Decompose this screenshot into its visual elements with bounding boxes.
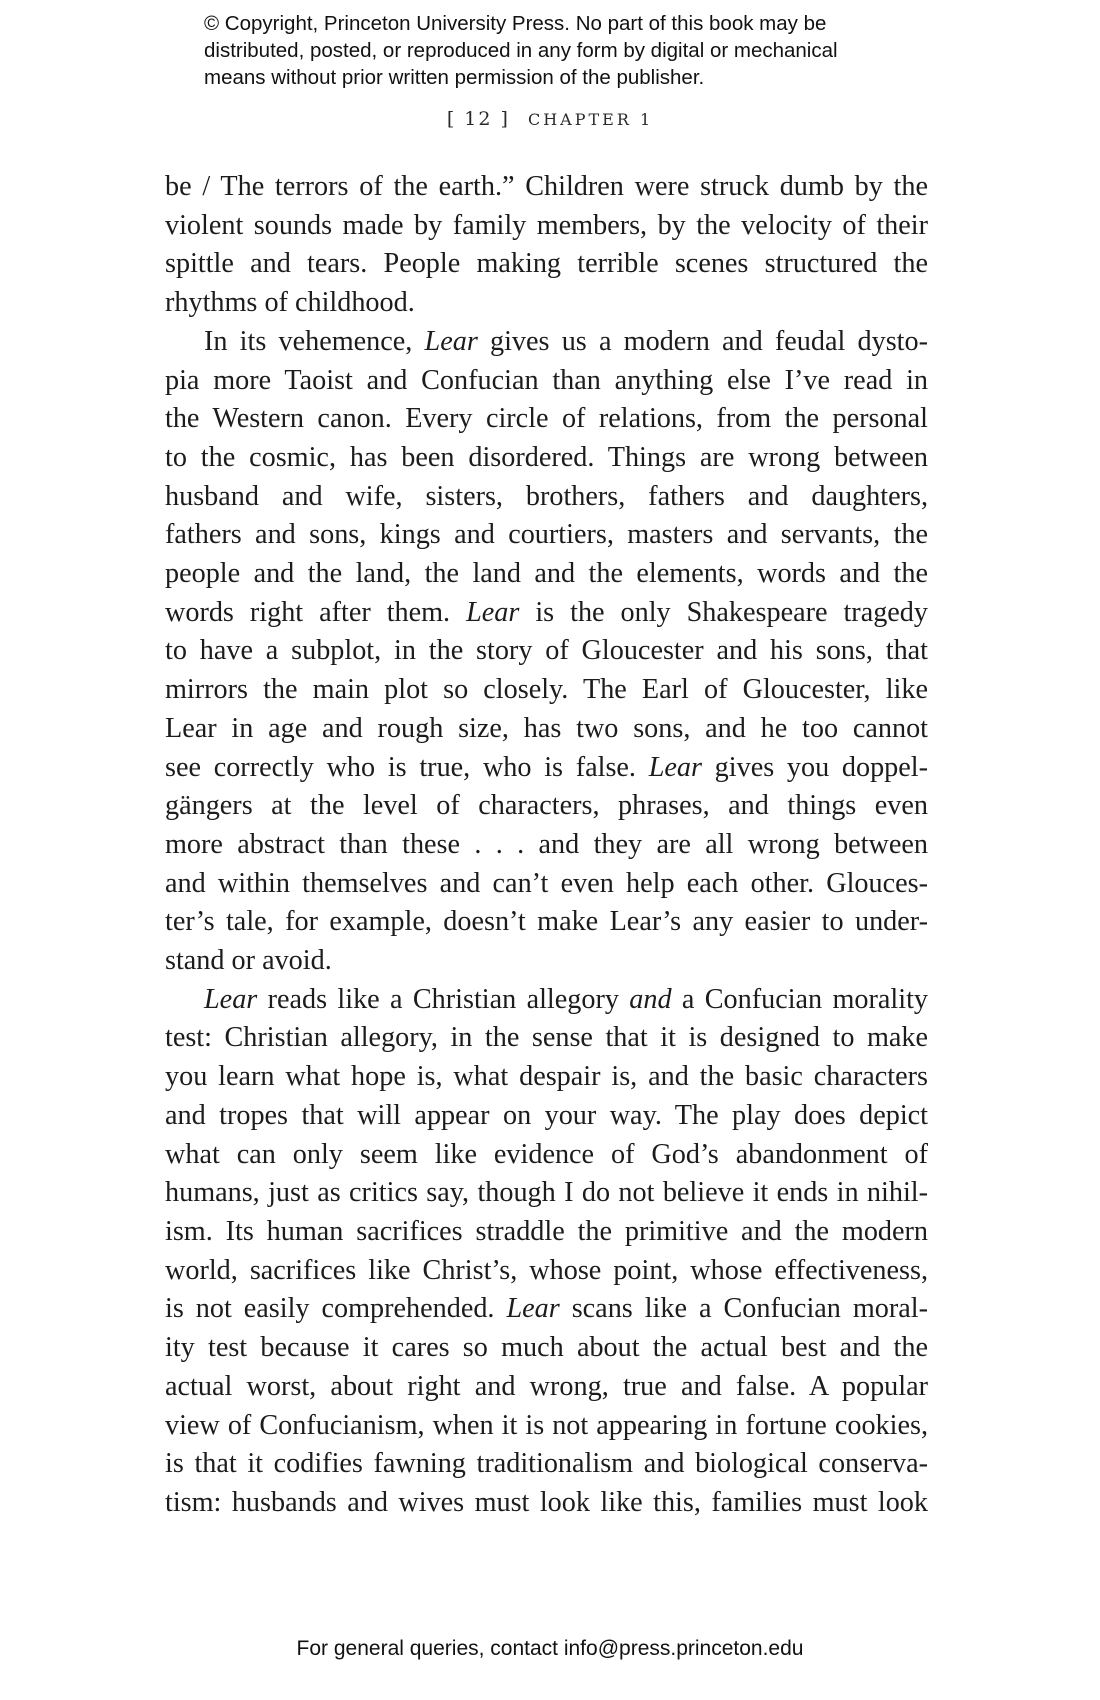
text-line: tism: husbands and wives must look like this, families must look <box>165 1486 928 1518</box>
copyright-line: means without prior written permission of the publisher. <box>204 66 705 89</box>
text-line: humans, just as critics say, though I do not believe it ends in nihil- <box>165 1177 928 1209</box>
text-line: to the cosmic, has been disordered. Things are wrong between <box>165 441 928 473</box>
copyright-line: © Copyright, Princeton University Press. No part of this book may be <box>204 12 827 35</box>
text-line: ter’s tale, for example, doesn’t make Lear’s any easier to under- <box>165 906 928 938</box>
text-line: to have a subplot, in the story of Gloucester and his sons, that <box>165 635 928 667</box>
text-line: mirrors the main plot so closely. The Earl of Gloucester, like <box>165 674 928 706</box>
text-line: test: Christian allegory, in the sense that it is designed to make <box>165 1022 928 1054</box>
text-line: violent sounds made by family members, by the velocity of their <box>165 209 928 241</box>
text-line: husband and wife, sisters, brothers, fathers and daughters, <box>165 480 928 512</box>
text-line: In its vehemence, Lear gives us a modern and feudal dysto- <box>204 325 928 357</box>
text-line: actual worst, about right and wrong, true and false. A popular <box>165 1370 928 1402</box>
text-line: more abstract than these . . . and they are all wrong between <box>165 828 928 860</box>
text-line: be / The terrors of the earth.” Children were struck dumb by the <box>165 171 928 202</box>
paragraph <box>165 981 928 1523</box>
text-line: and tropes that will appear on your way. The play does depict <box>165 1099 928 1131</box>
text-line: world, sacrifices like Christ’s, whose point, whose effectiveness, <box>165 1254 928 1286</box>
paragraph <box>165 168 928 323</box>
paragraph <box>165 323 928 981</box>
running-head <box>0 108 1100 130</box>
text-line: pia more Taoist and Confucian than anything else I’ve read in <box>165 364 928 396</box>
copyright-line: distributed, posted, or reproduced in any form by digital or mechanical <box>204 39 838 62</box>
text-line: and within themselves and can’t even help each other. Glouces- <box>165 867 928 899</box>
text-line: spittle and tears. People making terrible scenes structured the <box>165 248 928 280</box>
text-line: Lear reads like a Christian allegory and a Confucian morality <box>204 983 928 1015</box>
body-text <box>165 168 928 1523</box>
footer-contact: For general queries, contact info@press.princeton.edu <box>296 1637 804 1660</box>
text-line: words right after them. Lear is the only Shakespeare tragedy <box>165 596 928 628</box>
text-line: rhythms of childhood. <box>165 287 415 319</box>
text-line: Lear in age and rough size, has two sons, and he too cannot <box>165 712 928 744</box>
text-line: is that it codifies fawning traditionalism and biological conserva- <box>165 1448 928 1480</box>
text-line: people and the land, the land and the elements, words and the <box>165 558 928 590</box>
text-line: what can only seem like evidence of God’s abandonment of <box>165 1138 928 1170</box>
chapter-label: CHAPTER 1 <box>527 110 654 129</box>
text-line: see correctly who is true, who is false. Lear gives you doppel- <box>165 751 929 783</box>
text-line: ity test because it cares so much about the actual best and the <box>165 1332 928 1364</box>
text-line: view of Confucianism, when it is not appearing in fortune cookies, <box>165 1409 928 1441</box>
text-line: you learn what hope is, what despair is, and the basic characters <box>165 1061 928 1093</box>
text-line: the Western canon. Every circle of relations, from the personal <box>165 403 928 435</box>
text-line: is not easily comprehended. Lear scans like a Confucian moral- <box>165 1293 928 1325</box>
text-line: fathers and sons, kings and courtiers, masters and servants, the <box>165 519 928 551</box>
page-number: [ 12 ] <box>446 108 510 130</box>
text-line: ism. Its human sacrifices straddle the primitive and the modern <box>165 1215 928 1247</box>
text-line: gängers at the level of characters, phrases, and things even <box>165 790 928 822</box>
text-line: stand or avoid. <box>165 945 332 977</box>
copyright-notice <box>204 10 924 91</box>
